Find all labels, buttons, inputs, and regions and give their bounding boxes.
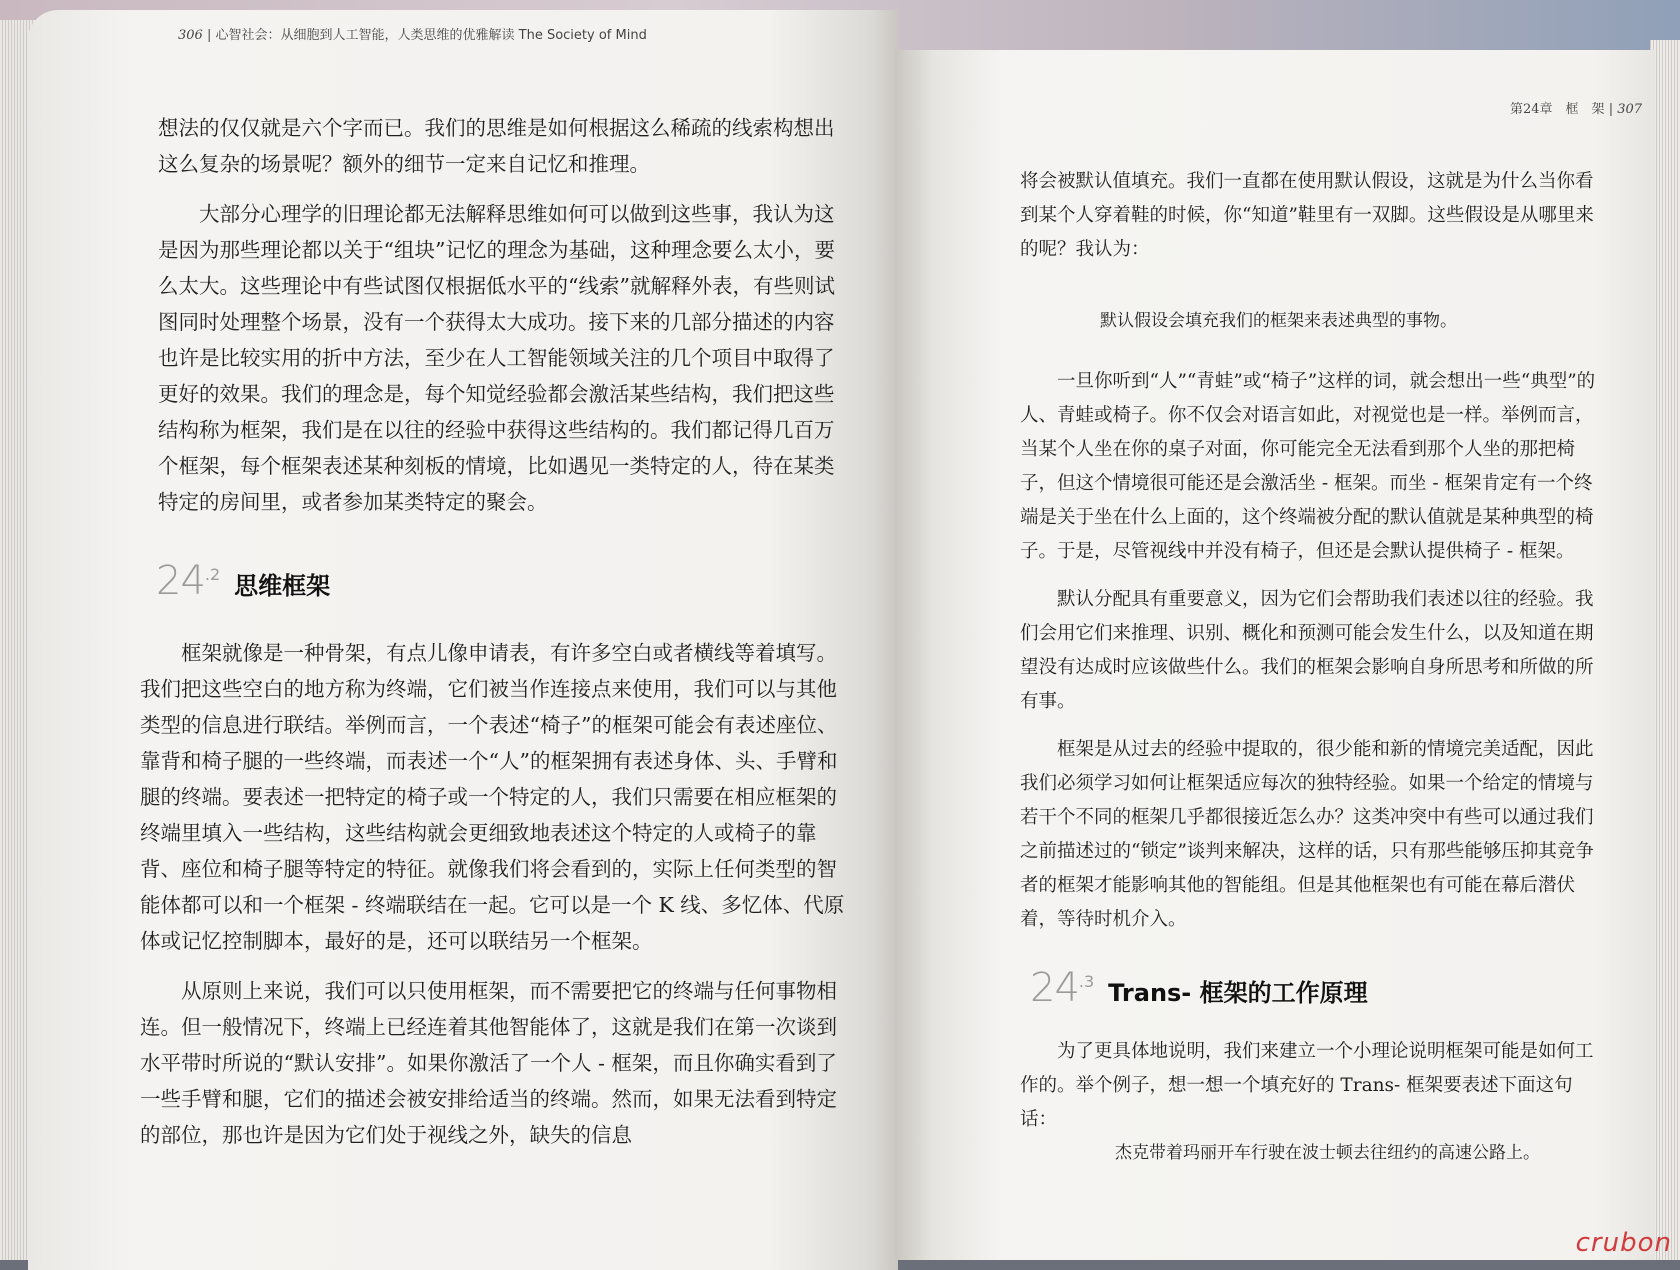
paragraph: 框架就像是一种骨架，有点儿像申请表，有许多空白或者横线等着填写。我们把这些空白的地方称为终端，它们被当作连接点来使用，我们可以与其他类型的信息进行联结。举例而言，一个表述“椅子”的框架可能会有表述座位、靠背和椅子腿的一些终端，而表述一个“人”的框架拥有表述身体、头、手臂和腿的终端。要表述一把特定的椅子或一个特定的人，我们只需要在相应框架的终端里填入一些结构，这些结构就会更细致地表述这个特定的人或椅子的靠背、座位和椅子腿等特定的特征。就像我们将会看到的，实际上任何类型的智能体都可以和一个框架 - 终端联结在一起。它可以是一个 K 线、多忆体、代原体或记忆控制脚本，最好的是，还可以联结另一个框架。 bbox=[140, 641, 845, 953]
chapter-title: 第24章 框 架 bbox=[1510, 102, 1605, 117]
book-title: 心智社会：从细胞到人工智能，人类思维的优雅解读 bbox=[215, 28, 515, 43]
left-text-bottom bbox=[140, 635, 852, 1153]
paragraph: 默认分配具有重要意义，因为它们会帮助我们表述以往的经验。我们会用它们来推理、识别、概化和预测可能会发生什么，以及知道在期望没有达成时应该做些什么。我们的框架会影响自身所思考和所做的所有事。 bbox=[1020, 589, 1594, 712]
left-page-header: 306 | 心智社会：从细胞到人工智能，人类思维的优雅解读 The Society of Mind bbox=[178, 28, 647, 43]
section-title: Trans- 框架的工作原理 bbox=[1108, 979, 1368, 1007]
quote-jack-mary: 杰克带着玛丽开车行驶在波士顿去往纽约的高速公路上。 bbox=[1115, 1143, 1540, 1163]
right-page-header: 第24章 框 架 | 307 bbox=[1510, 102, 1643, 117]
section-sub-number: .3 bbox=[1078, 972, 1095, 991]
paragraph: 想法的仅仅就是六个字而已。我们的思维是如何根据这么稀疏的线索构想出这么复杂的场景呢？额外的细节一定来自记忆和推理。 bbox=[158, 116, 835, 176]
paragraph: 为了更具体地说明，我们来建立一个小理论说明框架可能是如何工作的。举个例子，想一想一个填充好的 Trans- 框架要表述下面这句话： bbox=[1020, 1041, 1594, 1130]
paragraph: 一旦你听到“人”“青蛙”或“椅子”这样的词，就会想出一些“典型”的人、青蛙或椅子。你不仅会对语言如此，对视觉也是一样。举例而言，当某个人坐在你的桌子对面，你可能完全无法看到那个人坐的那把椅子，但这个情境很可能还是会激活坐 - 框架。而坐 - 框架肯定有一个终端是关于坐在什么上面的，这个终端被分配的默认值就是某种典型的椅子。于是，尽管视线中并没有椅子，但还是会默认提供椅子 - 框架。 bbox=[1020, 371, 1596, 562]
left-page-number: 306 bbox=[178, 28, 203, 43]
watermark: crubon bbox=[1575, 1228, 1672, 1258]
section-heading-24-2 bbox=[156, 558, 330, 604]
right-text-top bbox=[1020, 165, 1605, 267]
right-text-middle bbox=[1020, 365, 1605, 937]
section-title: 思维框架 bbox=[234, 572, 331, 600]
section-number: 24 bbox=[156, 558, 205, 604]
paragraph: 从原则上来说，我们可以只使用框架，而不需要把它的终端与任何事物相连。但一般情况下，终端上已经连着其他智能体了，这就是我们在第一次谈到水平带时所说的“默认安排”。如果你激活了一个人 - 框架，而且你确实看到了一些手臂和腿，它们的描述会被安排给适当的终端。然而，如果无法看到特定的部位，那也许是因为它们处于视线之外，缺失的信息 bbox=[140, 979, 837, 1147]
left-text-top bbox=[158, 110, 853, 520]
section-number: 24 bbox=[1030, 965, 1079, 1011]
paragraph: 框架是从过去的经验中提取的，很少能和新的情境完美适配，因此我们必须学习如何让框架适应每次的独特经验。如果一个给定的情境与若干个不同的框架几乎都很接近怎么办？这类冲突中有些可以通过我们之前描述过的“锁定”谈判来解决，这样的话，只有那些能够压抑其竞争者的框架才能影响其他的智能组。但是其他框架也有可能在幕后潜伏着，等待时机介入。 bbox=[1020, 739, 1594, 930]
section-heading-24-3 bbox=[1030, 965, 1368, 1011]
right-page-number: 307 bbox=[1617, 102, 1643, 117]
book-title-en: The Society of Mind bbox=[518, 28, 647, 43]
right-page bbox=[895, 50, 1655, 1260]
paragraph: 将会被默认值填充。我们一直都在使用默认假设，这就是为什么当你看到某个人穿着鞋的时候，你“知道”鞋里有一双脚。这些假设是从哪里来的呢？我认为： bbox=[1020, 171, 1594, 260]
left-page bbox=[28, 10, 898, 1270]
section-sub-number: .2 bbox=[204, 565, 221, 584]
right-text-bottom bbox=[1020, 1035, 1605, 1137]
paragraph: 大部分心理学的旧理论都无法解释思维如何可以做到这些事，我认为这是因为那些理论都以关于“组块”记忆的理念为基础，这种理念要么太小，要么太大。这些理论中有些试图仅根据低水平的“线索”就解释外表，有些则试图同时处理整个场景，没有一个获得太大成功。接下来的几部分描述的内容也许是比较实用的折中方法，至少在人工智能领域关注的几个项目中取得了更好的效果。我们的理念是，每个知觉经验都会激活某些结构，我们把这些结构称为框架，我们是在以往的经验中获得这些结构的。我们都记得几百万个框架，每个框架表述某种刻板的情境，比如遇见一类特定的人，待在某类特定的房间里，或者参加某类特定的聚会。 bbox=[158, 202, 835, 514]
quote-default-assumption: 默认假设会填充我们的框架来表述典型的事物。 bbox=[1100, 311, 1457, 331]
